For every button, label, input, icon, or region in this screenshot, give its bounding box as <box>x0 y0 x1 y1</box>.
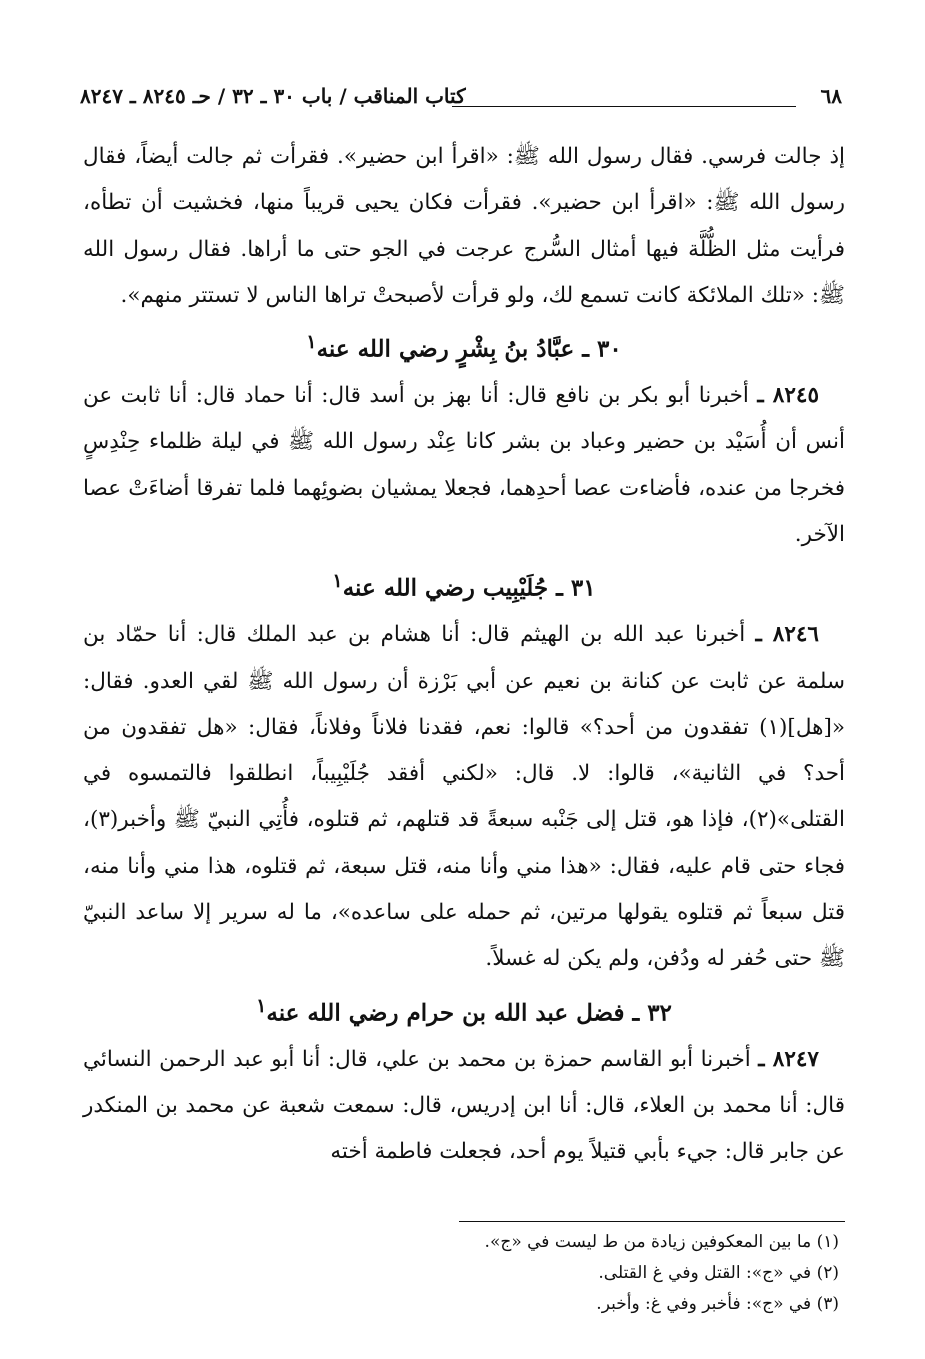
section-heading-text: ٣٢ ـ فضل عبد الله بن حرام رضي الله عنه <box>266 999 672 1027</box>
heading-footnote-marker: ١ <box>256 993 267 1017</box>
page-header <box>80 84 844 118</box>
hadith-number: ٨٢٤٧ ـ <box>758 1046 819 1072</box>
hadith-number: ٨٢٤٥ ـ <box>757 383 819 409</box>
section-heading-30 <box>83 319 845 373</box>
hadith-text: أخبرنا أبو القاسم حمزة بن محمد بن علي، قال: أنا أبو عبد الرحمن النسائي قال: أنا محمد بن العلاء، قال: أنا ابن إدريس، قال: سمعت شعبة عن محمد بن المنكدر عن جابر قال: جيء بأبي قتيلاً يوم أحد، فجعلت فاطمة أخته <box>83 1046 845 1165</box>
section-heading-text: ٣١ ـ جُلَيْبِيب رضي الله عنه <box>342 574 596 602</box>
footnote-separator <box>459 1221 845 1222</box>
hadith-text: أخبرنا أبو بكر بن نافع قال: أنا بهز بن أسد قال: أنا حماد قال: أنا ثابت عن أنس أن أُسَيْد بن حضير وعباد بن بشر كانا عِنْد رسول الله ﷺ في ليلة ظلماء حِنْدِسٍ فخرجا من عنده، فأضاءت عصا أحدِهما، فجعلا يمشيان بضوئِهما فلما تفرقا أضاءَتْ عصا الآخر. <box>83 383 845 548</box>
running-title: كتاب المناقب / باب ٣٠ ـ ٣٢ / حـ ٨٢٤٥ ـ ٨٢٤٧ <box>80 84 466 108</box>
footnote-1: (١) ما بين المعكوفين زيادة من ط ليست في «ج». <box>484 1232 839 1252</box>
page-number: ٦٨ <box>820 84 842 108</box>
header-rule <box>452 106 796 107</box>
footnote-3: (٣) في «ج»: فأخبر وفي غ: وأخبر. <box>596 1294 839 1314</box>
main-text <box>83 134 845 1176</box>
section-heading-32 <box>83 983 845 1037</box>
section-heading-31 <box>83 558 845 612</box>
hadith-8245 <box>83 373 845 558</box>
hadith-number: ٨٢٤٦ ـ <box>755 622 819 648</box>
section-heading-text: ٣٠ ـ عبَّادُ بنُ بِشْرٍ رضي الله عنه <box>316 335 622 363</box>
hadith-8246 <box>83 612 845 982</box>
heading-footnote-marker: ١ <box>306 330 317 354</box>
heading-footnote-marker: ١ <box>332 569 343 593</box>
footnote-2: (٢) في «ج»: القتل وفي غ القتلى. <box>598 1263 839 1283</box>
footnotes <box>99 1227 839 1320</box>
hadith-8247 <box>83 1037 845 1176</box>
hadith-text: أخبرنا عبد الله بن الهيثم قال: أنا هشام بن عبد الملك قال: أنا حمّاد بن سلمة عن ثابت عن كنانة بن نعيم عن أبي بَرْزة أن رسول الله ﷺ لقي العدو. فقال: «[هل](١) تفقدون من أحد؟» قالوا: نعم، فقدنا فلاناً وفلاناً، فقال: «هل تفقدون من أحد؟ في الثانية»، قالوا: لا. قال: «لكني أفقد جُلَيْبِيباً، انطلقوا فالتمسوه في القتلى»(٢)، فإذا هو، قتل إلى جَنْبه سبعةً قد قتلهم، ثم قتلوه، فأُتِي النبيّ ﷺ وأخبر(٣)، فجاء حتى قام عليه، فقال: «هذا مني وأنا منه، قتل سبعة، ثم قتلوه، هذا مني وأنا منه، قتل سبعاً ثم قتلوه يقولها مرتين، ثم حمله على ساعده»، ما له سرير إلا ساعد النبيّ ﷺ حتى حُفر له ودُفن، ولم يكن له غسلاً. <box>83 622 845 972</box>
continuation-paragraph: إذ جالت فرسي. فقال رسول الله ﷺ: «اقرأ ابن حضير». فقرأت ثم جالت أيضاً، فقال رسول الله ﷺ: «اقرأ ابن حضير». فقرأت فكان يحيى قريباً منها، فخشيت أن تطأه، فرأيت مثل الظُّلَّة فيها أمثال السُّرج عرجت في الجو حتى ما أراها. فقال رسول الله ﷺ: «تلك الملائكة كانت تسمع لك، ولو قرأت لأصبحتْ تراها الناس لا تستتر منهم». <box>83 144 845 308</box>
